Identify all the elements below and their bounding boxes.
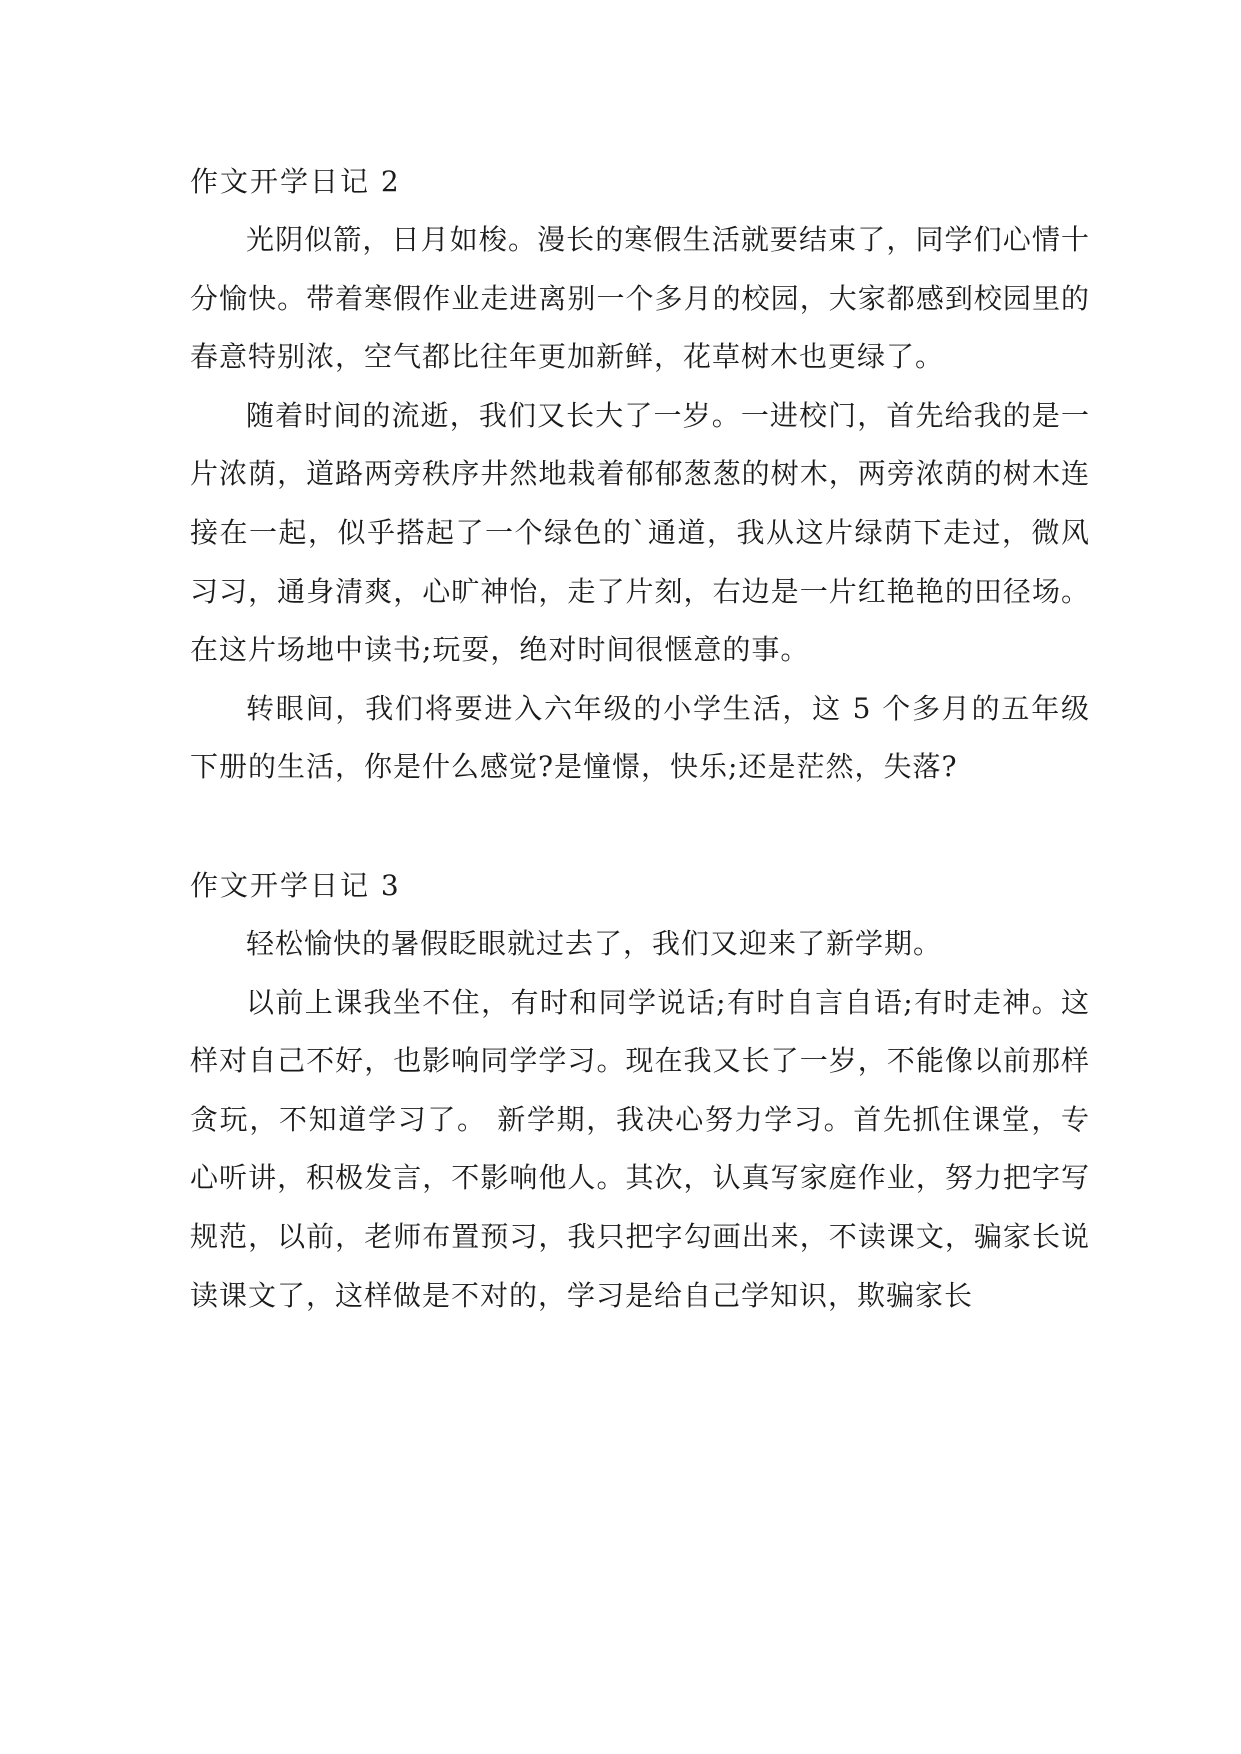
section-title: 作文开学日记 3 <box>190 868 401 902</box>
paragraph: 转眼间，我们将要进入六年级的小学生活，这 5 个多月的五年级下册的生活，你是什么感觉?是憧憬，快乐;还是茫然，失落? <box>190 691 1090 784</box>
section-title: 作文开学日记 2 <box>190 165 401 198</box>
paragraph: 光阴似箭，日月如梭。漫长的寒假生活就要结束了，同学们心情十分愉快。带着寒假作业走进离别一个多月的校园，大家都感到校园里的春意特别浓，空气都比往年更加新鲜，花草树木也更绿了。 <box>190 223 1090 374</box>
diary-entry-3 <box>190 857 1090 1325</box>
paragraph: 以前上课我坐不住，有时和同学说话;有时自言自语;有时走神。这样对自己不好，也影响同学学习。现在我又长了一岁，不能像以前那样贪玩，不知道学习了。 新学期，我决心努力学习。首先抓住课堂，专心听讲，积极发言，不影响他人。其次，认真写家庭作业，努力把字写规范，以前，老师布置预习，我只把字勾画出来，不读课文，骗家长说读课文了，这样做是不对的，学习是给自己学知识，欺骗家长 <box>190 985 1090 1312</box>
paragraph: 随着时间的流逝，我们又长大了一岁。一进校门，首先给我的是一片浓荫，道路两旁秩序井然地栽着郁郁葱葱的树木，两旁浓荫的树木连接在一起，似乎搭起了一个绿色的`通道，我从这片绿荫下走过，微风习习，通身清爽，心旷神怡，走了片刻，右边是一片红艳艳的田径场。在这片场地中读书;玩耍，绝对时间很惬意的事。 <box>190 398 1090 667</box>
document-body <box>190 153 1090 1325</box>
diary-entry-2 <box>190 153 1090 797</box>
paragraph: 轻松愉快的暑假眨眼就过去了，我们又迎来了新学期。 <box>246 926 943 960</box>
